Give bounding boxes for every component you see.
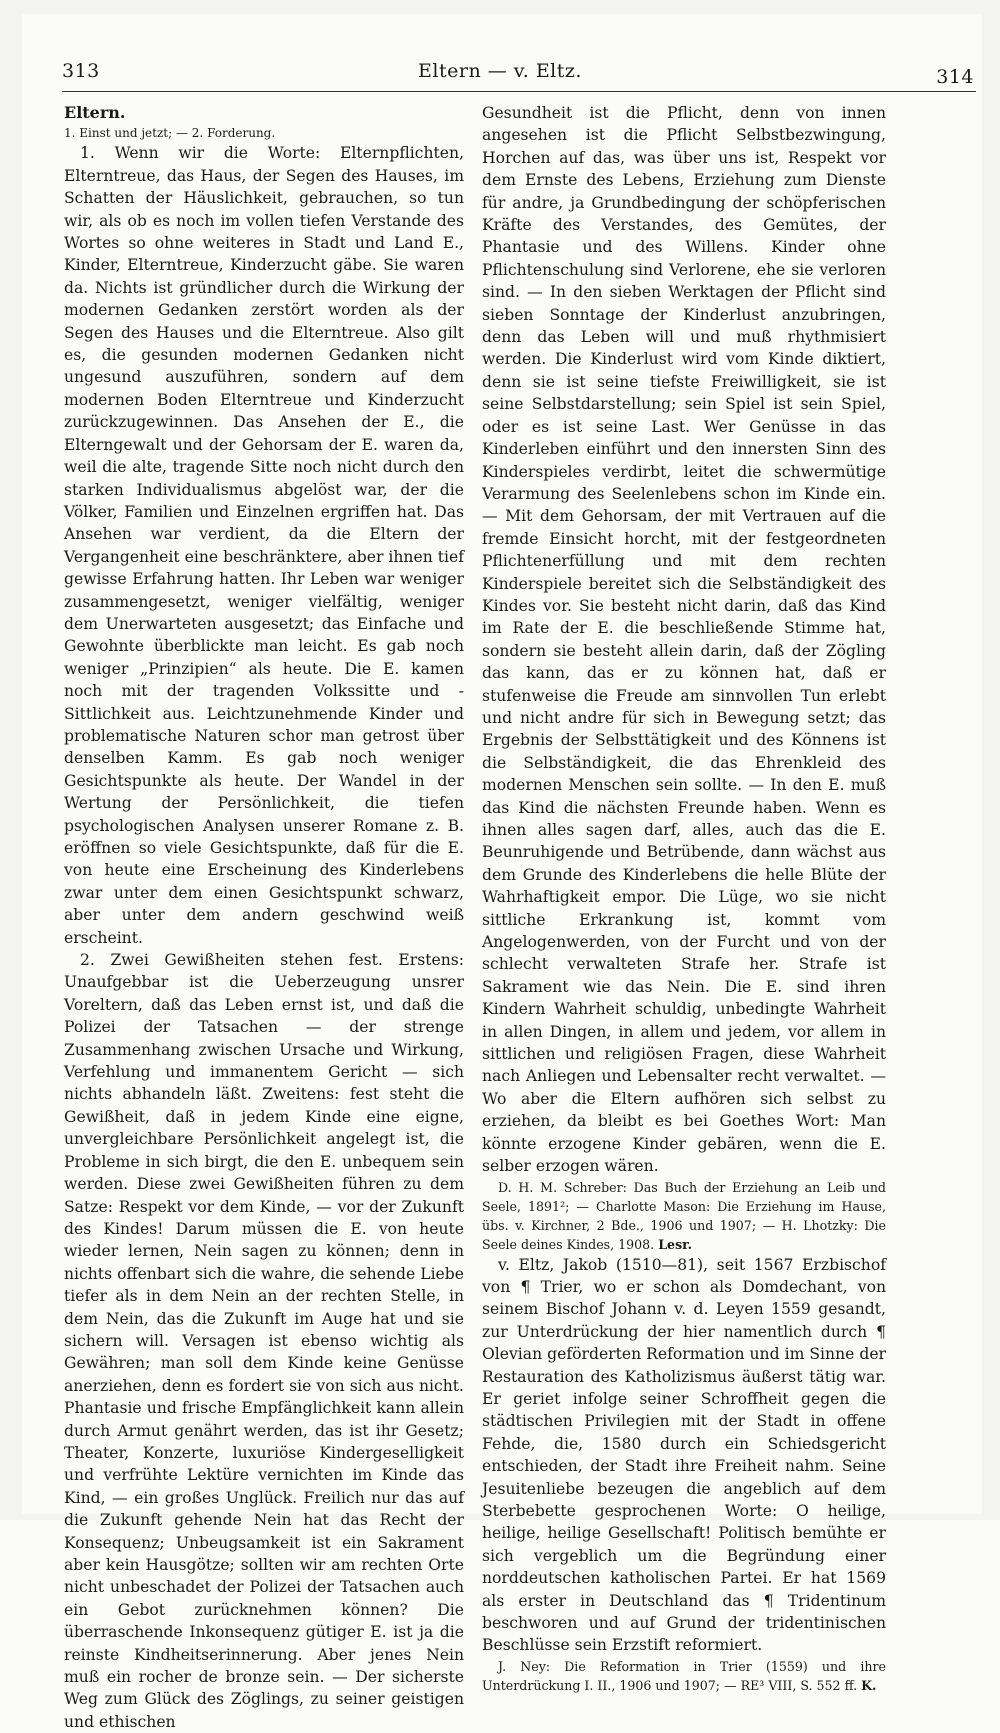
entry-eltz: v. Eltz, Jakob (1510—81), seit 1567 Erzbischof von ¶ Trier, wo er schon als Domdechant, von seinem Bischof Johann v. d. Leyen 1559 gesandt, zur Unterdrückung der hier namentlich durch ¶ Olevian geförderten Reformation und im Sinne der Restauration des Katholizismus äußerst tätig war. Er geriet infolge seiner Schroffheit gegen die städtischen Privilegien mit der Stadt in offene Fehde, die, 1580 durch ein Schiedsgericht entschieden, der Stadt ihre Freiheit nahm. Seine Jesuitenliebe bezeugen die angeblich auf dem Sterbebette gesprochenen Worte: O heilige, heilige, heilige Gesellschaft! Politisch bemühte er sich vergeblich um die Begründung einer norddeutschen katholischen Partei. Er hat 1569 als erster in Deutschland das ¶ Tridentinum beschworen und auf Grund der tridentinischen Beschlüsse sein Erzstift reformiert.: [482, 1255, 886, 1655]
section-paragraph-1: 1. Wenn wir die Worte: Elternpflichten, Elterntreue, das Haus, der Segen des Hauses, im Schatten der Häuslichkeit, gebrauchen, so tun wir, als ob es noch im vollen tiefen Verstande des Wortes so ohne weiteres in Stadt und Land E., Kinder, Elterntreue, Kinderzucht gäbe. Sie waren da. Nichts ist gründlicher durch die Wirkung der modernen Gedanken zerstört worden als der Segen des Hauses und die Elterntreue. Also gilt es, die gesunden modernen Gedanken nicht ungesund auszuführen, sondern auf dem modernen Boden Elterntreue und Kinderzucht zurückzugewinnen. Das Ansehen der E., die Elterngewalt und der Gehorsam der E. waren da, weil die alte, tragende Sitte noch nicht durch den starken Individualismus abgelöst war, der die Völker, Familien und Einzelnen ergriffen hat. Das Ansehen war verdient, da die Eltern der Vergangenheit eine beschränktere, aber ihnen tief gewisse Erfahrung hatten. Ihr Leben war weniger zusammengesetzt, weniger vielfältig, weniger dem Unerwarteten ausgesetzt; das Einfache und Gewohnte überblickte man leicht. Es gab noch weniger „Prinzipien“ als heute. Die E. kamen noch mit der tragenden Volkssitte und -Sittlichkeit aus. Leichtzunehmende Kinder und problematische Naturen schor man getrost über denselben Kamm. Es gab noch weniger Gesichtspunkte als heute. Der Wandel in der Wertung der Persönlichkeit, die tiefen psychologischen Analysen unserer Romane z. B. eröffnen so viele Gesichtspunkte, daß für die E. von heute eine Erscheinung des Kinderlebens zwar unter dem einen Gesichtspunkt schwarz, aber unter dem andern geschwind weiß erscheint.: [64, 144, 464, 947]
entry-headword: Eltern.: [64, 103, 126, 122]
entry-contents: 1. Einst und jetzt; — 2. Forderung.: [64, 126, 276, 141]
continued-paragraph: Gesundheit ist die Pflicht, denn von innen angesehen ist die Pflicht Selbstbezwingung, Horchen auf das, was über uns ist, Respekt vor dem Ernste des Lebens, Erziehung zum Dienste für andre, ja Grundbedingung der schöpferischen Kräfte des Verstandes, des Gemütes, der Phantasie und des Willens. Kinder ohne Pflichtenschulung sind Verlorene, ehe sie verloren sind. — In den sieben Werktagen der Pflicht sind sieben Sonntage der Kinderlust anzubringen, denn das Leben will und muß rhythmisiert werden. Die Kinderlust wird vom Kinde diktiert, denn sie ist seine tiefste Freiwilligkeit, sie ist seine Selbstdarstellung; sein Spiel ist sein Spiel, oder es ist seine Last. Wer Genüsse in das Kinderleben einführt und den innersten Sinn des Kinderspieles verdirbt, leitet die schwermütige Verarmung des Seelenlebens schon im Kinde ein. — Mit dem Gehorsam, der mit Vertrauen auf die fremde Einsicht horcht, mit der festgeordneten Pflichtenerfüllung und mit dem rechten Kinderspiele bereitet sich die Selbständigkeit des Kindes vor. Sie besteht nicht darin, daß das Kind im Rate der E. die beschließende Stimme hat, sondern sie besteht allein darin, daß der Zögling das kann, das er zu können hat, daß er stufenweise die Freude am sinnvollen Tun erlebt und nicht andre für sich in Bewegung setzt; das Ergebnis der Selbsttätigkeit und des Könnens ist die Selbständigkeit, die das Ehrenkleid des modernen Menschen sein sollte. — In den E. muß das Kind die nächsten Freunde haben. Wenn es ihnen alles sagen darf, alles, auch das die E. Beunruhigende und Betrübende, dann wächst aus dem Grunde des Kinderlebens die helle Blüte der Wahrhaftigkeit empor. Die Lüge, wo sie nicht sittliche Erkrankung ist, kommt vom Angelogenwerden, von der Furcht und von der schlecht verwalteten Strafe her. Strafe ist Sakrament wie das Nein. Die E. sind ihren Kindern Wahrheit schuldig, unbedingte Wahrheit in allen Dingen, in allem und jedem, vor allem in sittlichen und religiösen Fragen, diese Wahrheit nach Anliegen und Lebensalter recht verwaltet. — Wo aber die Eltern aufhören sich selbst zu erziehen, da bleibt es bei Goethes Wort: Man könnte erzogene Kinder gebären, wenn die E. selber erzogen wären.: [482, 104, 886, 1176]
page-number-left: 313: [62, 60, 100, 82]
running-title: Eltern — v. Eltz.: [418, 60, 582, 82]
literature-note-2: [482, 1657, 886, 1695]
page-number-right: 314: [936, 66, 974, 88]
literature-text: J. Ney: Die Reformation in Trier (1559) und ihre Unterdrückung I. II., 1906 und 1907; — RE³ VIII, S. 552 ff.: [482, 1658, 886, 1693]
column-left: [64, 102, 464, 1733]
literature-note-1: [482, 1178, 886, 1254]
header-rule: [62, 91, 976, 92]
section-paragraph-2: 2. Zwei Gewißheiten stehen fest. Erstens: Unaufgebbar ist die Ueberzeugung unsrer Voreltern, daß das Leben ernst ist, und daß die Polizei der Tatsachen — der strenge Zusammenhang zwischen Ursache und Wirkung, Verfehlung und immanentem Gericht — sich nichts abhandeln läßt. Zweitens: fest steht die Gewißheit, daß in jedem Kinde eine eigne, unvergleichbare Persönlichkeit angelegt ist, die Probleme in sich birgt, die den E. unbequem sein werden. Diese zwei Gewißheiten führen zu dem Satze: Respekt vor dem Kinde, — vor der Zukunft des Kindes! Darum müssen die E. von heute wieder lernen, Nein sagen zu können; denn in nichts offenbart sich die wahre, die sehende Liebe tiefer als in dem Nein an der rechten Stelle, in dem Nein, das die Zukunft im Auge hat und sie sichern will. Versagen ist ebenso wichtig als Gewähren; man soll dem Kinde keine Genüsse anerziehen, denn es fordert sie von sich aus nicht. Phantasie und frische Empfänglichkeit kann allein durch Armut genährt werden, das ist ihr Gesetz; Theater, Konzerte, luxuriöse Kindergeselligkeit und verfrühte Lektüre vernichten im Kinde das Kind, — ein großes Unglück. Freilich nur das auf die Zukunft gehende Nein hat das Recht der Konsequenz; Unbeugsamkeit ist ein Sakrament aber kein Hausgötze; sollten wir am rechten Orte nicht unbeschadet der Polizei der Tatsachen auch ein Gebot zurücknehmen können? Die überraschende Inkonsequenz gütiger E. ist ja die reinste Kindheitserinnerung. Aber jenes Nein muß ein rocher de bronze sein. — Der sicherste Weg zum Glück des Zöglings, zu seiner geistigen und ethischen: [64, 951, 464, 1731]
author-signature: K.: [861, 1677, 877, 1693]
column-right: [482, 102, 886, 1695]
author-signature: Lesr.: [658, 1236, 693, 1252]
literature-text: D. H. M. Schreber: Das Buch der Erziehung an Leib und Seele, 1891²; — Charlotte Mason: Die Erziehung im Hause, übs. v. Kirchner, 2 Bde., 1906 und 1907; — H. Lhotzky: Die Seele deines Kindes, 1908.: [482, 1179, 886, 1252]
